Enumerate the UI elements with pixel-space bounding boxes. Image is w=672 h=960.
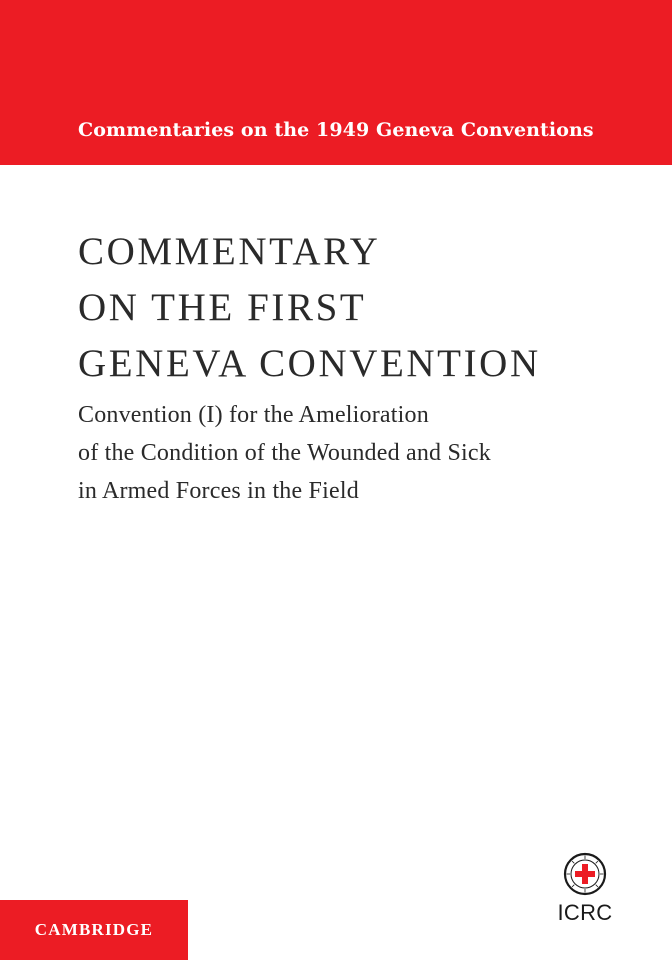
book-subtitle-line: in Armed Forces in the Field	[78, 478, 359, 504]
series-title: Commentaries on the 1949 Geneva Conventions	[78, 119, 594, 141]
book-title-line: ON THE FIRST	[78, 286, 367, 329]
book-title	[78, 224, 658, 392]
red-cross-emblem-icon	[563, 852, 607, 896]
book-title-line: GENEVA CONVENTION	[78, 342, 541, 385]
series-banner	[0, 0, 672, 165]
book-subtitle	[78, 396, 658, 510]
book-subtitle-line: Convention (I) for the Amelioration	[78, 402, 429, 428]
icrc-label: ICRC	[557, 900, 613, 925]
publisher-logo-box	[0, 900, 188, 960]
publisher-name: CAMBRIDGE	[34, 920, 154, 939]
book-title-line: COMMENTARY	[78, 230, 381, 273]
book-subtitle-line: of the Condition of the Wounded and Sick	[78, 440, 491, 466]
red-cross-emblem-svg	[563, 852, 607, 896]
